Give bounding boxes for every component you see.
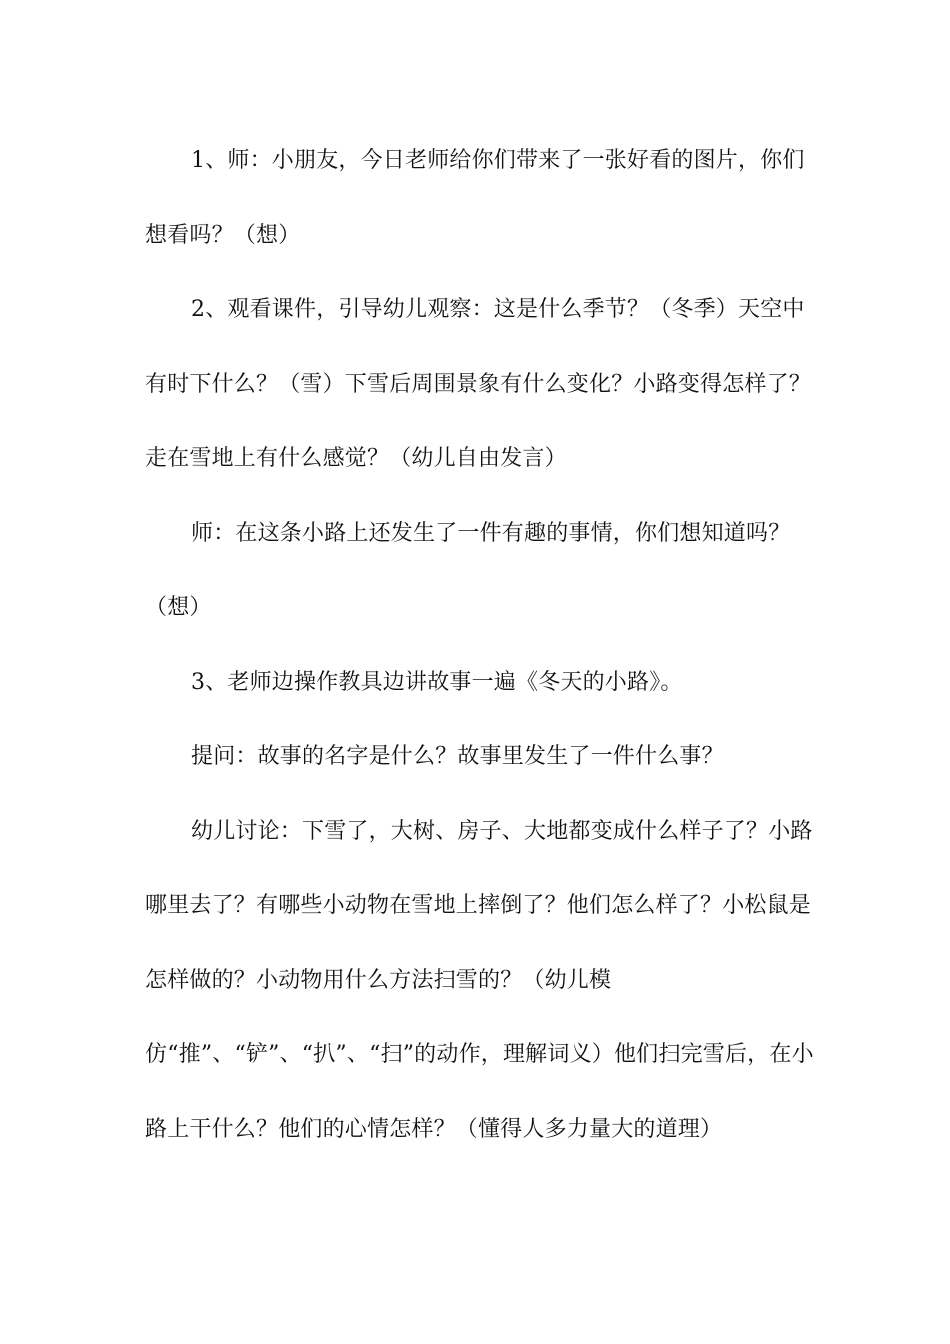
paragraph-3: 师：在这条小路上还发生了一件有趣的事情，你们想知道吗？（想） <box>145 520 791 620</box>
document-body <box>145 124 825 1167</box>
paragraph-5: 提问：故事的名字是什么？故事里发生了一件什么事？ <box>191 744 724 769</box>
paragraph-4: 3、老师边操作教具边讲故事一遍《冬天的小路》。 <box>191 669 683 695</box>
paragraph-6: 幼儿讨论：下雪了，大树、房子、大地都变成什么样子了？小路哪里去了？有哪些小动物在雪地上摔倒了？他们怎么样了？小松鼠是怎样做的？小动物用什么方法扫雪的？（幼儿模仿“推”、“铲”、“扒”、“扫”的动作，理解词义）他们扫完雪后，在小路上干什么？他们的心情怎样？（懂得人多力量大的道理） <box>145 818 814 1142</box>
paragraph-2: 2、观看课件，引导幼儿观察：这是什么季节？（冬季）天空中有时下什么？（雪）下雪后周围景象有什么变化？小路变得怎样了？走在雪地上有什么感觉？（幼儿自由发言） <box>145 297 812 471</box>
paragraph-1: 1、师：小朋友，今日老师给你们带来了一张好看的图片，你们想看吗？（想） <box>145 148 805 248</box>
